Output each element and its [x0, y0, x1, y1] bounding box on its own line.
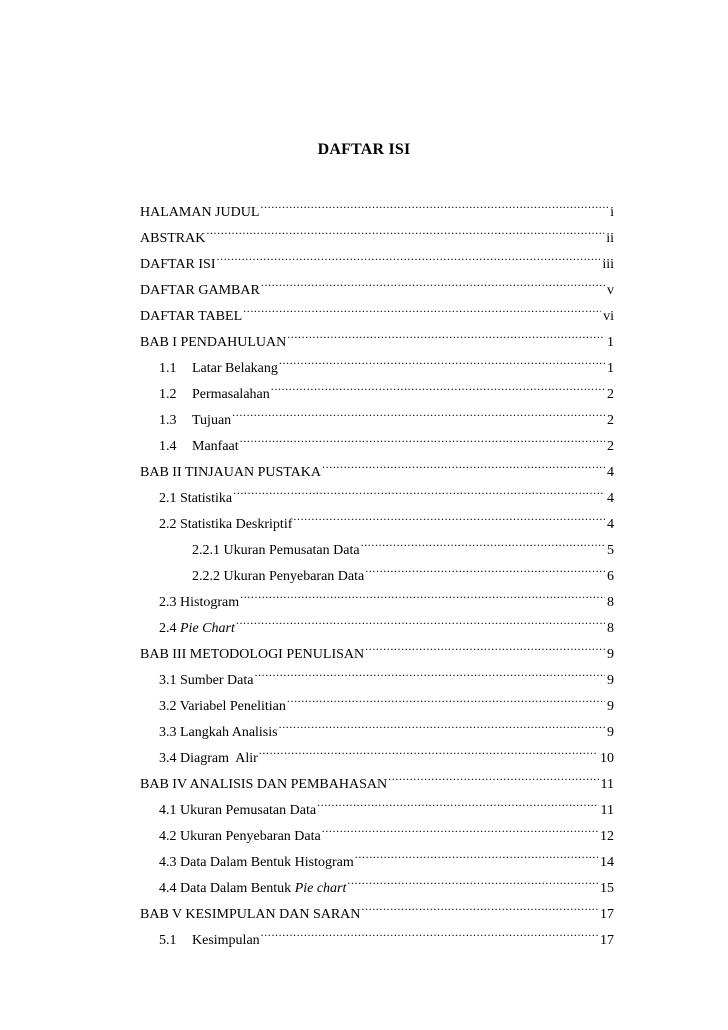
- toc-page: 8: [607, 621, 614, 636]
- toc-label: 4.3 Data Dalam Bentuk Histogram: [159, 855, 354, 870]
- table-of-contents: [140, 190, 614, 948]
- dot-leader: [217, 242, 601, 268]
- toc-page: 9: [607, 725, 614, 740]
- toc-label: 2.3 Histogram: [159, 595, 240, 610]
- toc-label: 3.3 Langkah Analisis: [159, 725, 278, 740]
- toc-page: vi: [603, 309, 614, 324]
- toc-label: HALAMAN JUDUL: [140, 205, 260, 220]
- dot-leader: [259, 736, 598, 762]
- toc-label-prefix: 2.4: [159, 621, 180, 636]
- toc-page: v: [607, 283, 614, 298]
- dot-leader: [293, 502, 605, 528]
- toc-page: iii: [602, 257, 614, 272]
- dot-leader: [279, 710, 605, 736]
- toc-number: 1.3: [159, 413, 177, 428]
- toc-label: DAFTAR TABEL: [140, 309, 243, 324]
- toc-label: 3.1 Sumber Data: [159, 673, 254, 688]
- toc-page: 11: [600, 777, 614, 792]
- dot-leader: [388, 762, 598, 788]
- dot-leader: [236, 606, 605, 632]
- toc-label: 2.2.1 Ukuran Pemusatan Data: [192, 543, 360, 558]
- toc-number: 1.2: [159, 387, 177, 402]
- toc-page: 9: [607, 673, 614, 688]
- page-title: DAFTAR ISI: [317, 141, 411, 158]
- toc-page: 4: [607, 517, 614, 532]
- dot-leader: [287, 320, 605, 346]
- toc-page: 2: [607, 413, 614, 428]
- dot-leader: [322, 814, 598, 840]
- toc-page: 4: [607, 491, 614, 506]
- dot-leader: [232, 398, 605, 424]
- toc-label: Latar Belakang: [192, 361, 278, 376]
- toc-label: Kesimpulan: [192, 933, 260, 948]
- toc-label: DAFTAR GAMBAR: [140, 283, 260, 298]
- toc-label: [159, 616, 235, 642]
- toc-label: [159, 876, 346, 902]
- dot-leader: [317, 788, 598, 814]
- dot-leader: [240, 424, 605, 450]
- toc-page: 6: [607, 569, 614, 584]
- toc-page: 9: [607, 647, 614, 662]
- toc-label: 2.2.2 Ukuran Penyebaran Data: [192, 569, 365, 584]
- dot-leader: [287, 684, 605, 710]
- dot-leader: [240, 580, 605, 606]
- toc-page: 2: [607, 439, 614, 454]
- toc-label: Permasalahan: [192, 387, 270, 402]
- toc-page: 9: [607, 699, 614, 714]
- dot-leader: [322, 450, 605, 476]
- toc-page: 2: [607, 387, 614, 402]
- toc-label: 4.2 Ukuran Penyebaran Data: [159, 829, 321, 844]
- toc-page: 1: [607, 361, 614, 376]
- toc-page: 10: [600, 751, 614, 766]
- toc-label-italic: Pie chart: [294, 881, 347, 896]
- toc-label: ABSTRAK: [140, 231, 206, 246]
- dot-leader: [261, 918, 598, 944]
- dot-leader: [279, 346, 605, 372]
- toc-page: 12: [600, 829, 614, 844]
- toc-page: 5: [607, 543, 614, 558]
- toc-page: 8: [607, 595, 614, 610]
- toc-page: ii: [606, 231, 614, 246]
- toc-page: 17: [600, 907, 614, 922]
- toc-label: 2.2 Statistika Deskriptif: [159, 517, 293, 532]
- toc-label-prefix: 4.4 Data Dalam Bentuk: [159, 881, 295, 896]
- toc-label: 2.1 Statistika: [159, 491, 233, 506]
- toc-page: 17: [600, 933, 614, 948]
- dot-leader: [365, 632, 605, 658]
- toc-number: 5.1: [159, 933, 177, 948]
- dot-leader: [254, 658, 605, 684]
- toc-label: DAFTAR ISI: [140, 257, 216, 272]
- toc-number: 1.4: [159, 439, 177, 454]
- dot-leader: [347, 866, 598, 892]
- toc-label: Manfaat: [192, 439, 239, 454]
- toc-label: BAB V KESIMPULAN DAN SARAN: [140, 907, 361, 922]
- toc-label: 4.1 Ukuran Pemusatan Data: [159, 803, 317, 818]
- toc-page: 11: [600, 803, 614, 818]
- toc-page: 15: [600, 881, 614, 896]
- toc-entry-daftar-isi[interactable]: [140, 242, 614, 272]
- toc-label-italic: Pie Chart: [180, 621, 235, 636]
- toc-label: Tujuan: [192, 413, 232, 428]
- dot-leader: [355, 840, 598, 866]
- toc-label: BAB IV ANALISIS DAN PEMBAHASAN: [140, 777, 388, 792]
- toc-label: BAB II TINJAUAN PUSTAKA: [140, 465, 322, 480]
- dot-leader: [361, 528, 605, 554]
- toc-number: 1.1: [159, 361, 177, 376]
- dot-leader: [261, 268, 605, 294]
- dot-leader: [365, 554, 605, 580]
- toc-label: BAB I PENDAHULUAN: [140, 335, 287, 350]
- dot-leader: [271, 372, 605, 398]
- dot-leader: [260, 190, 608, 216]
- toc-page: 4: [607, 465, 614, 480]
- dot-leader: [243, 294, 601, 320]
- toc-page: 1: [607, 335, 614, 350]
- dot-leader: [233, 476, 605, 502]
- dot-leader: [206, 216, 604, 242]
- toc-entry-halaman-judul[interactable]: [140, 190, 614, 220]
- toc-page: 14: [600, 855, 614, 870]
- toc-label: BAB III METODOLOGI PENULISAN: [140, 647, 365, 662]
- toc-entry-abstrak[interactable]: [140, 216, 614, 246]
- toc-label: 3.4 Diagram Alir: [159, 751, 258, 766]
- dot-leader: [361, 892, 598, 918]
- toc-label: 3.2 Variabel Penelitian: [159, 699, 286, 714]
- toc-page: i: [610, 205, 614, 220]
